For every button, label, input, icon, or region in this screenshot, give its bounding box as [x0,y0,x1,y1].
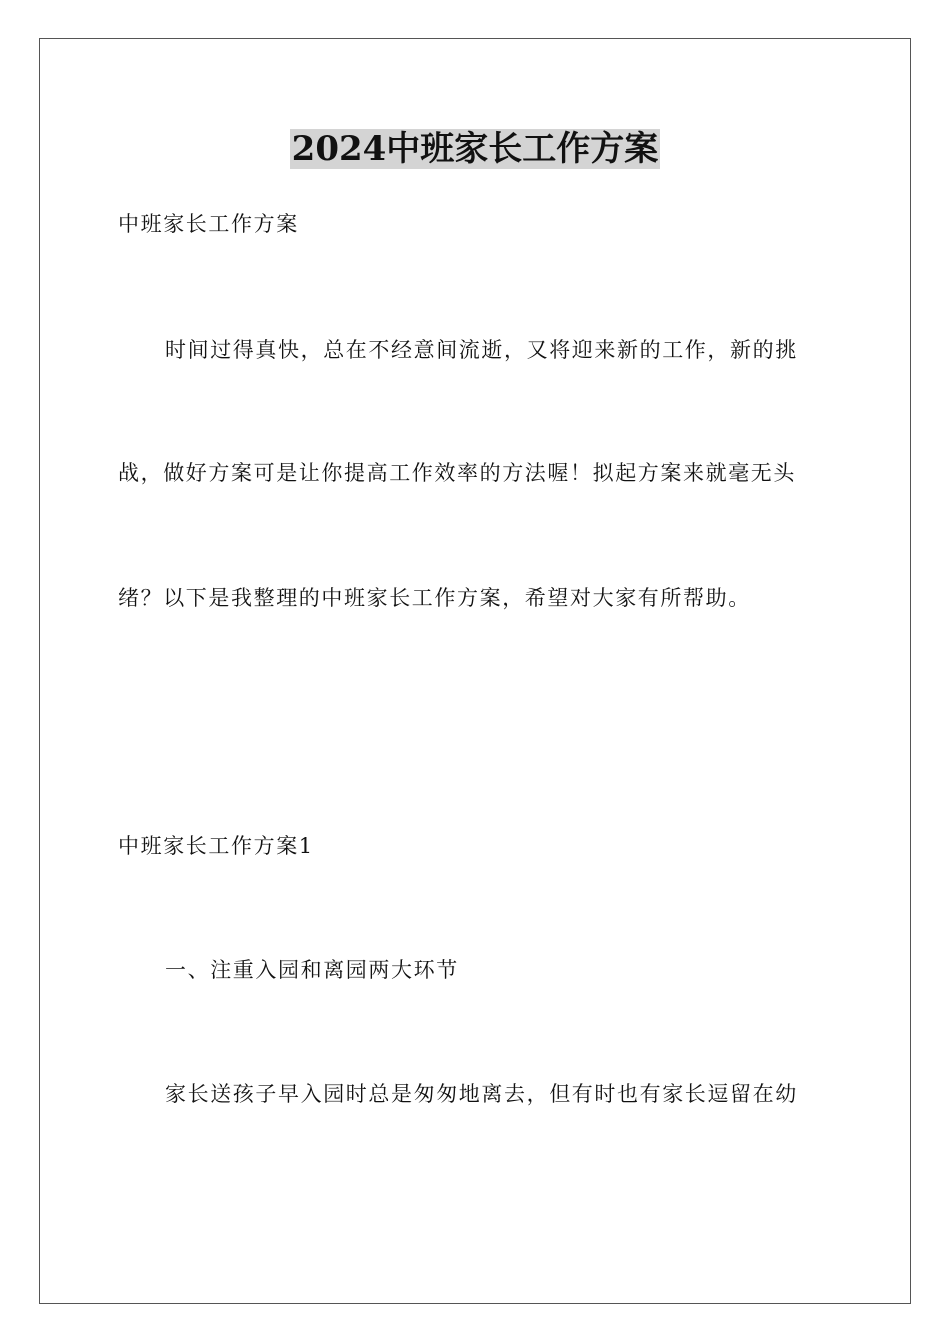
document-subtitle: 中班家长工作方案 [118,212,299,236]
document-title [0,126,950,172]
body-line: 家长送孩子早入园时总是匆匆地离去，但有时也有家长逗留在幼 [165,1082,798,1106]
intro-line-1: 时间过得真快，总在不经意间流逝，又将迎来新的工作，新的挑 [165,338,798,362]
document-title-text: 2024中班家长工作方案 [291,129,659,169]
intro-line-2: 战，做好方案可是让你提高工作效率的方法喔！拟起方案来就毫无头 [118,461,796,485]
intro-line-3: 绪？以下是我整理的中班家长工作方案，希望对大家有所帮助。 [118,586,751,610]
section-heading: 中班家长工作方案1 [118,834,314,858]
item-heading: 一、注重入园和离园两大环节 [165,958,459,982]
